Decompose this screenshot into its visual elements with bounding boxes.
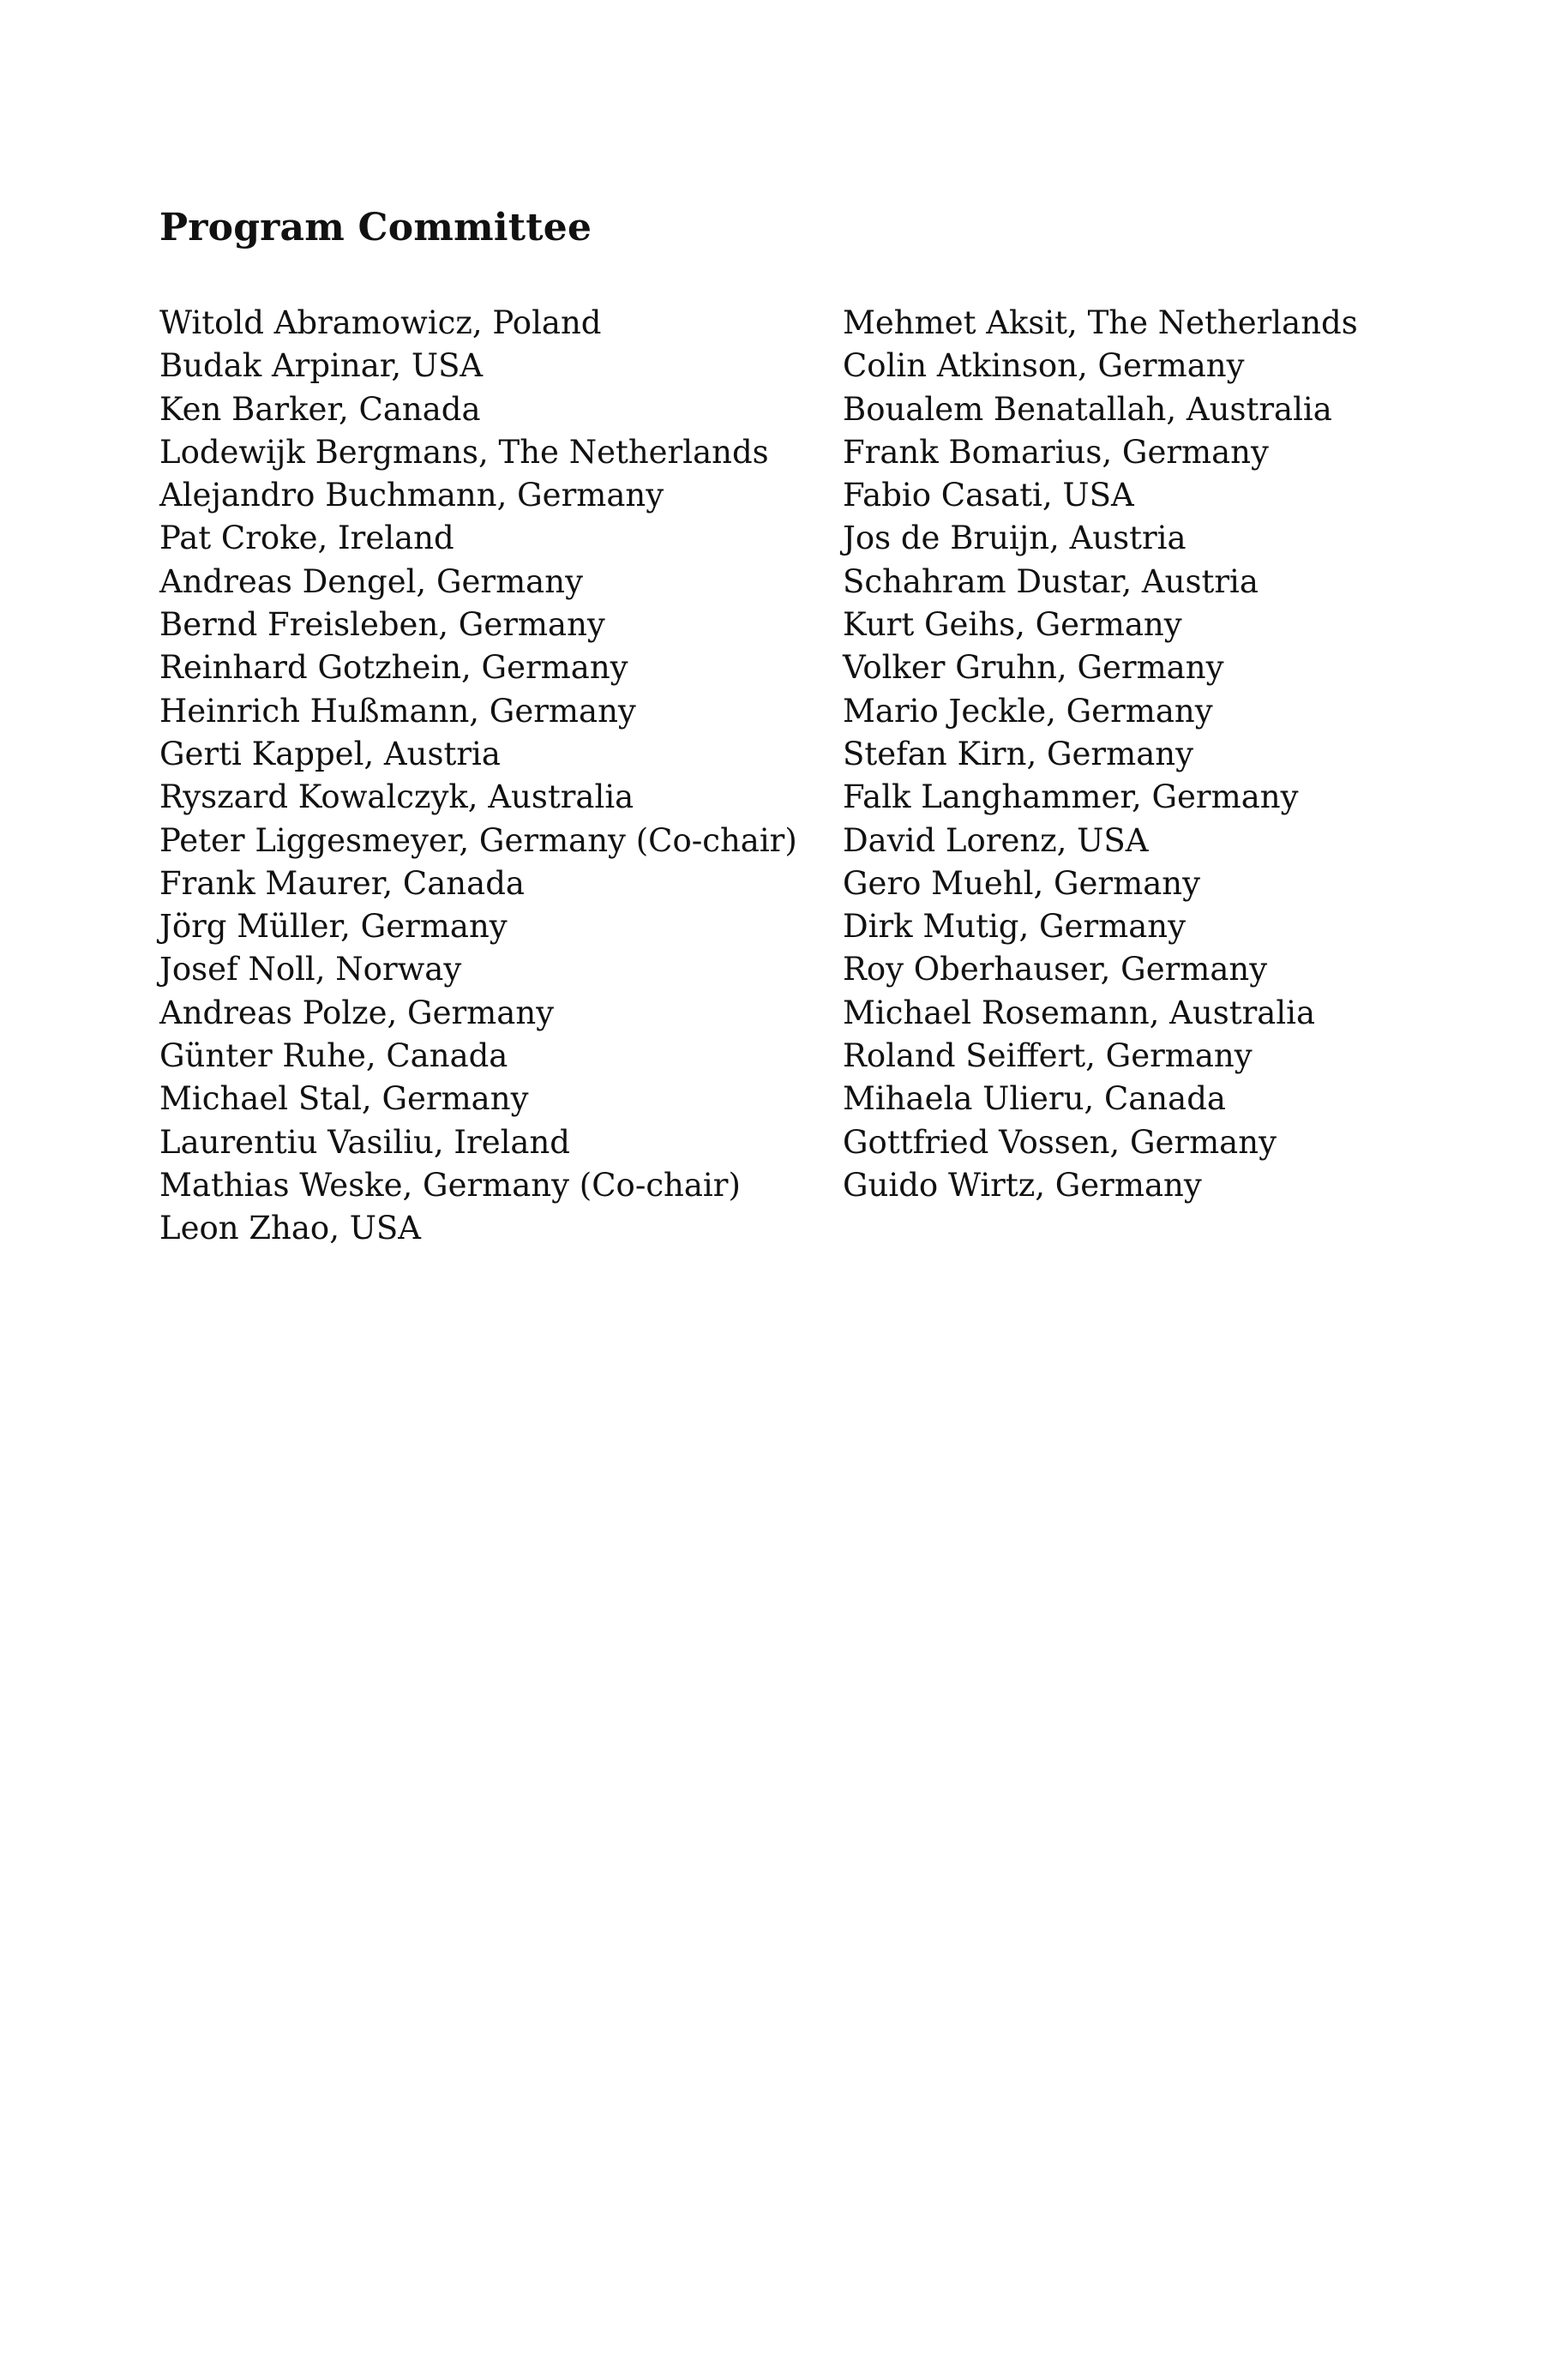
committee-member: Heinrich Hußmann, Germany bbox=[159, 692, 636, 730]
committee-member: Mihaela Ulieru, Canada bbox=[843, 1080, 1226, 1118]
committee-member: Lodewijk Bergmans, The Netherlands bbox=[159, 433, 769, 471]
committee-member: Michael Stal, Germany bbox=[159, 1080, 529, 1118]
committee-member: David Lorenz, USA bbox=[843, 821, 1149, 859]
committee-member: Budak Arpinar, USA bbox=[159, 347, 484, 385]
committee-member: Andreas Polze, Germany bbox=[159, 994, 555, 1031]
committee-member: Jörg Müller, Germany bbox=[159, 908, 508, 946]
committee-member: Peter Liggesmeyer, Germany (Co-chair) bbox=[159, 821, 797, 859]
committee-member: Frank Maurer, Canada bbox=[159, 864, 525, 902]
committee-member: Mathias Weske, Germany (Co-chair) bbox=[159, 1166, 741, 1204]
committee-member: Gerti Kappel, Austria bbox=[159, 735, 501, 772]
committee-member: Jos de Bruijn, Austria bbox=[843, 520, 1187, 557]
committee-member: Kurt Geihs, Germany bbox=[843, 606, 1182, 644]
committee-list-left bbox=[159, 302, 797, 1251]
committee-member: Ryszard Kowalczyk, Australia bbox=[159, 778, 634, 816]
committee-member: Josef Noll, Norway bbox=[159, 951, 462, 988]
section-title: Program Committee bbox=[159, 206, 592, 249]
committee-member: Laurentiu Vasiliu, Ireland bbox=[159, 1123, 570, 1161]
committee-member: Gero Muehl, Germany bbox=[843, 864, 1200, 902]
committee-member: Colin Atkinson, Germany bbox=[843, 347, 1245, 385]
committee-member: Mehmet Aksit, The Netherlands bbox=[843, 304, 1358, 341]
committee-member: Fabio Casati, USA bbox=[843, 477, 1134, 514]
committee-member: Boualem Benatallah, Australia bbox=[843, 390, 1332, 428]
committee-member: Mario Jeckle, Germany bbox=[843, 692, 1213, 730]
committee-member: Ken Barker, Canada bbox=[159, 390, 481, 428]
committee-member: Schahram Dustar, Austria bbox=[843, 562, 1259, 600]
committee-member: Michael Rosemann, Australia bbox=[843, 994, 1316, 1031]
committee-list-right bbox=[843, 302, 1358, 1207]
committee-member: Falk Langhammer, Germany bbox=[843, 778, 1299, 816]
committee-member: Gottfried Vossen, Germany bbox=[843, 1123, 1277, 1161]
committee-member: Roland Seiffert, Germany bbox=[843, 1037, 1253, 1075]
committee-member: Andreas Dengel, Germany bbox=[159, 562, 583, 600]
committee-member: Volker Gruhn, Germany bbox=[843, 649, 1224, 687]
committee-member: Reinhard Gotzhein, Germany bbox=[159, 649, 628, 687]
committee-member: Leon Zhao, USA bbox=[159, 1210, 421, 1247]
committee-member: Roy Oberhauser, Germany bbox=[843, 951, 1268, 988]
committee-member: Dirk Mutig, Germany bbox=[843, 908, 1187, 946]
committee-member: Guido Wirtz, Germany bbox=[843, 1166, 1202, 1204]
committee-member: Günter Ruhe, Canada bbox=[159, 1037, 508, 1075]
committee-member: Stefan Kirn, Germany bbox=[843, 735, 1193, 772]
committee-member: Pat Croke, Ireland bbox=[159, 520, 454, 557]
committee-member: Bernd Freisleben, Germany bbox=[159, 606, 605, 644]
committee-member: Frank Bomarius, Germany bbox=[843, 433, 1269, 471]
committee-member: Alejandro Buchmann, Germany bbox=[159, 477, 664, 514]
committee-member: Witold Abramowicz, Poland bbox=[159, 304, 602, 341]
